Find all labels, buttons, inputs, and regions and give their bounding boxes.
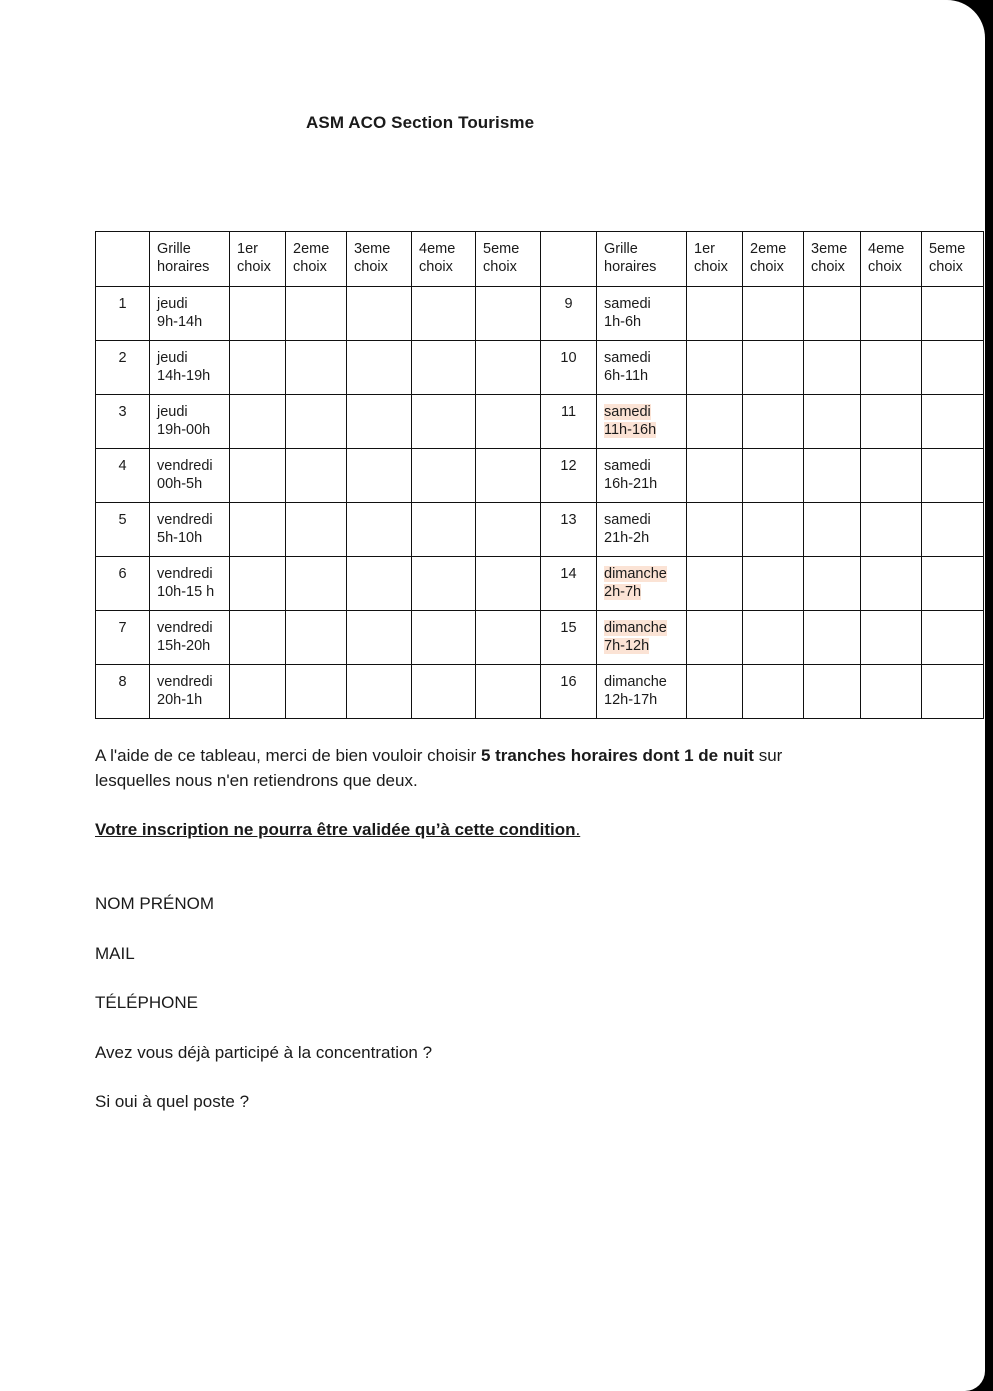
instructions <box>95 744 782 768</box>
instructions-text-end: sur <box>753 746 783 765</box>
slot-line2: 12h-17h <box>604 692 658 708</box>
header-grille <box>597 232 687 287</box>
header-choice-4-line2: choix <box>419 259 453 275</box>
choice-cell-2[interactable] <box>286 287 347 341</box>
slot-number-text: 10 <box>560 350 577 366</box>
choice-cell-1[interactable] <box>230 557 286 611</box>
slot-number-text: 2 <box>118 350 127 366</box>
header-choice-3 <box>347 232 412 287</box>
choice-cell-2[interactable] <box>286 503 347 557</box>
slot-number-text: 5 <box>118 512 127 528</box>
slot-line2: 10h-15 h <box>157 584 215 600</box>
slot-time <box>597 665 687 719</box>
slot-number-text: 9 <box>564 296 573 312</box>
slot-number-text: 4 <box>118 458 127 474</box>
choice-cell-5[interactable] <box>476 449 541 503</box>
choice-cell-1[interactable] <box>230 449 286 503</box>
choice-cell-4[interactable] <box>412 557 476 611</box>
header-choice-3-line2: choix <box>354 259 388 275</box>
field-phone-label: TÉLÉPHONE <box>95 993 198 1012</box>
choice-cell-2[interactable] <box>286 341 347 395</box>
slot-number-text: 3 <box>118 404 127 420</box>
header-grille-line1: Grille <box>157 241 191 257</box>
slot-line1: samedi <box>604 458 651 474</box>
choice-cell-3[interactable] <box>804 449 861 503</box>
choice-cell-4[interactable] <box>861 611 922 665</box>
slot-line2: 19h-00h <box>157 422 211 438</box>
slot-line2: 6h-11h <box>604 368 649 384</box>
table-row <box>96 503 984 557</box>
header-choice-2 <box>743 232 804 287</box>
header-choice-5 <box>476 232 541 287</box>
slot-number-text: 6 <box>118 566 127 582</box>
slot-time <box>597 449 687 503</box>
slot-number <box>541 611 597 665</box>
slot-time <box>597 611 687 665</box>
header-num-cell <box>541 232 597 287</box>
header-choice-3-line1: 3eme <box>354 241 391 257</box>
choice-cell-2[interactable] <box>286 557 347 611</box>
choice-cell-1[interactable] <box>687 611 743 665</box>
slot-number <box>541 665 597 719</box>
choice-cell-2[interactable] <box>743 557 804 611</box>
choice-cell-2[interactable] <box>743 611 804 665</box>
slot-number-text: 15 <box>560 620 577 636</box>
choice-cell-3[interactable] <box>804 611 861 665</box>
choice-cell-5[interactable] <box>922 557 984 611</box>
header-choice-1-line1: 1er <box>237 241 258 257</box>
header-choice-5-line1: 5eme <box>483 241 520 257</box>
slot-number <box>96 449 150 503</box>
choice-cell-1[interactable] <box>230 341 286 395</box>
choice-cell-1[interactable] <box>230 395 286 449</box>
header-grille <box>150 232 230 287</box>
choice-cell-2[interactable] <box>286 665 347 719</box>
choice-cell-1[interactable] <box>687 449 743 503</box>
slot-number <box>541 341 597 395</box>
slot-line1: jeudi <box>157 404 188 420</box>
slot-line2: 5h-10h <box>157 530 203 546</box>
choice-cell-5[interactable] <box>476 557 541 611</box>
slot-number <box>96 611 150 665</box>
choice-cell-5[interactable] <box>922 287 984 341</box>
slot-time <box>150 341 230 395</box>
choice-cell-4[interactable] <box>412 503 476 557</box>
choice-cell-2[interactable] <box>286 611 347 665</box>
header-choice-4 <box>861 232 922 287</box>
slot-time <box>150 611 230 665</box>
choice-cell-1[interactable] <box>230 665 286 719</box>
schedule-table-body <box>96 232 984 719</box>
header-choice-2-line2: choix <box>293 259 327 275</box>
slot-line2: 2h-7h <box>604 584 642 600</box>
table-row <box>96 287 984 341</box>
header-choice-2-line1: 2eme <box>293 241 330 257</box>
choice-cell-1[interactable] <box>687 395 743 449</box>
header-choice-1-line2: choix <box>694 259 728 275</box>
header-row <box>96 232 984 287</box>
slot-number-text: 16 <box>560 674 577 690</box>
slot-number <box>96 341 150 395</box>
header-grille-line1: Grille <box>604 241 638 257</box>
choice-cell-3[interactable] <box>347 287 412 341</box>
slot-number <box>541 449 597 503</box>
choice-cell-4[interactable] <box>412 341 476 395</box>
header-choice-4-line2: choix <box>868 259 902 275</box>
slot-number-text: 13 <box>560 512 577 528</box>
slot-line1: samedi <box>604 296 651 312</box>
header-choice-5 <box>922 232 984 287</box>
choice-cell-4[interactable] <box>412 611 476 665</box>
slot-line2: 16h-21h <box>604 476 658 492</box>
slot-line2: 11h-16h <box>604 422 657 438</box>
choice-cell-2[interactable] <box>286 395 347 449</box>
choice-cell-5[interactable] <box>922 503 984 557</box>
slot-line1: jeudi <box>157 350 188 366</box>
slot-number <box>541 503 597 557</box>
slot-time <box>597 557 687 611</box>
choice-cell-3[interactable] <box>347 341 412 395</box>
choice-cell-3[interactable] <box>347 665 412 719</box>
slot-number-text: 14 <box>560 566 577 582</box>
table-row <box>96 665 984 719</box>
slot-line1: vendredi <box>157 620 213 636</box>
choice-cell-4[interactable] <box>861 395 922 449</box>
header-grille-line2: horaires <box>604 259 657 275</box>
choice-cell-5[interactable] <box>922 665 984 719</box>
choice-cell-3[interactable] <box>347 557 412 611</box>
choice-cell-3[interactable] <box>804 503 861 557</box>
question-participated: Avez vous déjà participé à la concentration ? <box>95 1043 433 1062</box>
choice-cell-4[interactable] <box>412 449 476 503</box>
choice-cell-1[interactable] <box>230 503 286 557</box>
choice-cell-5[interactable] <box>476 611 541 665</box>
slot-time <box>597 503 687 557</box>
header-choice-5-line1: 5eme <box>929 241 966 257</box>
table-row <box>96 395 984 449</box>
choice-cell-4[interactable] <box>861 557 922 611</box>
choice-cell-2[interactable] <box>743 665 804 719</box>
choice-cell-5[interactable] <box>922 449 984 503</box>
slot-time <box>150 557 230 611</box>
choice-cell-3[interactable] <box>804 341 861 395</box>
choice-cell-4[interactable] <box>861 287 922 341</box>
choice-cell-2[interactable] <box>743 395 804 449</box>
choice-cell-2[interactable] <box>743 503 804 557</box>
slot-line1: vendredi <box>157 674 213 690</box>
field-name-label: NOM PRÉNOM <box>95 894 214 913</box>
header-choice-3-line1: 3eme <box>811 241 848 257</box>
choice-cell-2[interactable] <box>743 287 804 341</box>
choice-cell-2[interactable] <box>286 449 347 503</box>
header-choice-3-line2: choix <box>811 259 845 275</box>
slot-line1: dimanche <box>604 620 667 636</box>
slot-number-text: 1 <box>118 296 127 312</box>
header-grille-line2: horaires <box>157 259 210 275</box>
slot-time <box>150 287 230 341</box>
choice-cell-5[interactable] <box>922 395 984 449</box>
instructions-line2: lesquelles nous n'en retiendrons que deux. <box>95 771 418 790</box>
header-choice-2-line2: choix <box>750 259 784 275</box>
header-choice-5-line2: choix <box>483 259 517 275</box>
choice-cell-2[interactable] <box>743 341 804 395</box>
slot-time <box>597 395 687 449</box>
slot-line1: dimanche <box>604 674 667 690</box>
header-choice-1-line2: choix <box>237 259 271 275</box>
slot-number <box>96 665 150 719</box>
field-mail-label: MAIL <box>95 944 135 963</box>
slot-line2: 14h-19h <box>157 368 211 384</box>
instructions-text: A l'aide de ce tableau, merci de bien vouloir choisir <box>95 746 481 765</box>
choice-cell-4[interactable] <box>861 341 922 395</box>
schedule-table <box>95 231 984 719</box>
table-row <box>96 449 984 503</box>
choice-cell-1[interactable] <box>687 287 743 341</box>
slot-line2: 15h-20h <box>157 638 211 654</box>
condition-period: . <box>575 820 581 839</box>
choice-cell-5[interactable] <box>476 341 541 395</box>
slot-line1: dimanche <box>604 566 667 582</box>
slot-time <box>597 341 687 395</box>
slot-line2: 20h-1h <box>157 692 203 708</box>
condition-text: Votre inscription ne pourra être validée qu’à cette condition <box>95 820 576 839</box>
slot-number <box>96 395 150 449</box>
slot-line2: 1h-6h <box>604 314 642 330</box>
slot-time <box>150 449 230 503</box>
page-title: ASM ACO Section Tourisme <box>306 113 535 132</box>
header-choice-1-line1: 1er <box>694 241 715 257</box>
table-row <box>96 557 984 611</box>
choice-cell-4[interactable] <box>861 665 922 719</box>
choice-cell-1[interactable] <box>687 341 743 395</box>
header-choice-2 <box>286 232 347 287</box>
condition <box>95 818 580 842</box>
slot-line2: 9h-14h <box>157 314 203 330</box>
slot-time <box>150 395 230 449</box>
slot-number-text: 8 <box>118 674 127 690</box>
header-choice-1 <box>687 232 743 287</box>
choice-cell-3[interactable] <box>804 287 861 341</box>
header-choice-4-line1: 4eme <box>868 241 905 257</box>
slot-line2: 00h-5h <box>157 476 203 492</box>
slot-line1: jeudi <box>157 296 188 312</box>
slot-time <box>150 503 230 557</box>
choice-cell-4[interactable] <box>861 503 922 557</box>
slot-line1: vendredi <box>157 458 213 474</box>
header-choice-4 <box>412 232 476 287</box>
slot-line2: 21h-2h <box>604 530 650 546</box>
choice-cell-3[interactable] <box>804 665 861 719</box>
choice-cell-4[interactable] <box>412 665 476 719</box>
slot-number <box>96 503 150 557</box>
slot-number <box>541 557 597 611</box>
slot-number <box>96 287 150 341</box>
slot-line1: vendredi <box>157 566 213 582</box>
choice-cell-3[interactable] <box>347 503 412 557</box>
choice-cell-3[interactable] <box>347 611 412 665</box>
table-row <box>96 341 984 395</box>
choice-cell-2[interactable] <box>743 449 804 503</box>
choice-cell-1[interactable] <box>230 611 286 665</box>
slot-line1: vendredi <box>157 512 213 528</box>
header-choice-1 <box>230 232 286 287</box>
choice-cell-3[interactable] <box>347 449 412 503</box>
header-choice-4-line1: 4eme <box>419 241 456 257</box>
slot-number-text: 11 <box>560 404 577 420</box>
choice-cell-5[interactable] <box>476 287 541 341</box>
choice-cell-4[interactable] <box>412 395 476 449</box>
slot-time <box>150 665 230 719</box>
slot-number <box>541 395 597 449</box>
slot-line1: samedi <box>604 512 651 528</box>
slot-line1: samedi <box>604 404 651 420</box>
choice-cell-3[interactable] <box>804 557 861 611</box>
table-row <box>96 611 984 665</box>
choice-cell-1[interactable] <box>687 665 743 719</box>
choice-cell-4[interactable] <box>412 287 476 341</box>
slot-number <box>96 557 150 611</box>
question-post: Si oui à quel poste ? <box>95 1092 250 1111</box>
choice-cell-1[interactable] <box>687 503 743 557</box>
choice-cell-3[interactable] <box>347 395 412 449</box>
slot-number <box>541 287 597 341</box>
choice-cell-5[interactable] <box>476 665 541 719</box>
slot-line1: samedi <box>604 350 651 366</box>
slot-line2: 7h-12h <box>604 638 650 654</box>
choice-cell-5[interactable] <box>922 611 984 665</box>
slot-time <box>597 287 687 341</box>
choice-cell-5[interactable] <box>476 503 541 557</box>
slot-number-text: 12 <box>560 458 577 474</box>
header-num-cell <box>96 232 150 287</box>
choice-cell-1[interactable] <box>230 287 286 341</box>
header-choice-5-line2: choix <box>929 259 963 275</box>
choice-cell-4[interactable] <box>861 449 922 503</box>
choice-cell-5[interactable] <box>476 395 541 449</box>
choice-cell-5[interactable] <box>922 341 984 395</box>
choice-cell-3[interactable] <box>804 395 861 449</box>
choice-cell-1[interactable] <box>687 557 743 611</box>
slot-number-text: 7 <box>118 620 127 636</box>
instructions-bold: 5 tranches horaires dont 1 de nuit <box>480 746 754 765</box>
header-choice-2-line1: 2eme <box>750 241 787 257</box>
header-choice-3 <box>804 232 861 287</box>
